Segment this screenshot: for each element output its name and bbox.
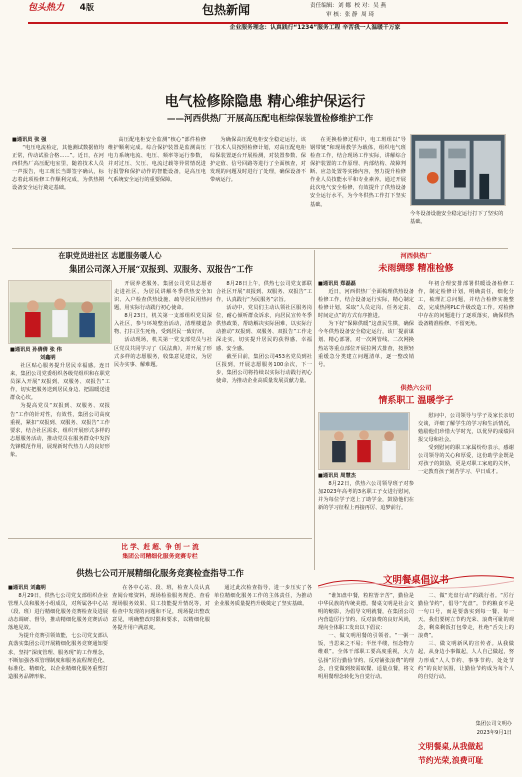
top-article-title: 电气检修除隐患 精心维护保运行 <box>164 94 366 110</box>
bottom-left-p1: 8月29日，供热七公司党支部组织企业管理人员和服务小组成员，对所属各中心站（段、班）进行精细化服务竞赛检查及进展动态调研、督导，推动精细化服务竞赛活动落地见效。 <box>8 593 108 632</box>
proof-name: 吴 燕 <box>373 3 387 9</box>
issue-name: 周 琦 <box>361 12 375 18</box>
left-article-title: 集团公司深入开展“双报到、双服务、双报告”工作 <box>69 264 253 274</box>
top-article-col1 <box>12 136 104 246</box>
page-unit: 版 <box>85 3 94 12</box>
bottom-left-byline: ■通讯员 刘鑫明 <box>8 585 46 591</box>
right-mid-kicker: 供热六公司 <box>400 385 432 392</box>
right-top-title: 未雨绸缪 精准检修 <box>378 264 454 274</box>
left-article-p6: 8月28日上午，供热七公司党支部联合社区开展“双报到、双服务、双报告”工作，认真践行“为民服务”宗旨。 <box>216 281 312 304</box>
bottom-left-col3 <box>214 584 312 772</box>
top-article-p4: 在更换检修过程中，电工班组以“导钢带链”和现场教学为载体，组织电气班检查工作，结合现场工作实际，讲解综合保护装置的工作原理、内部结构、故障判断、应急处置等实操内容，努力提升检修作业人员技能水平和专业素养。通过开展此次电气安全检修，有效提升了供热设备安全运行水平，为今冬供热工作打下坚实基础。 <box>310 137 406 208</box>
right-mid-p1: 8月22日，供热六公司领导班子对参加2023年高考的3名职工子女进行慰问，并为每位学子送上了助学金，鼓励他们在新的学习征程上再接再厉、追梦前行。 <box>318 481 414 512</box>
initiative-title: 文明餐桌倡议书 <box>383 575 449 586</box>
initiative-p4: 三、做文明新风的宣传者。从我做起，从身边小事做起，人人自己做起，努力形成“人人节约、事事节约、处处节约”的良好氛围，让勤俭节约成为每个人的自觉行动。 <box>418 641 514 680</box>
top-article-col3 <box>210 136 306 246</box>
switchgear-photo-icon <box>411 135 505 205</box>
top-article-photo <box>410 134 506 206</box>
left-article-col1 <box>10 346 110 536</box>
right-mid-col2 <box>418 412 514 568</box>
right-mid-photo <box>318 412 410 470</box>
section-title: 包热新闻 <box>201 3 250 17</box>
divider-top <box>12 248 508 249</box>
slogan-line-2: 节约光荣,浪费可耻 <box>418 756 484 765</box>
review-label: 审 核： <box>326 12 345 18</box>
right-mid-title: 情系职工 温暖学子 <box>378 396 454 406</box>
editor-name: 刘 娜 <box>337 3 351 9</box>
initiative-sign: 集团公司文明办 <box>475 721 512 727</box>
top-article-col4 <box>310 136 406 246</box>
left-article-p4: 8月23日，机关第一支部组织党员深入社区，参与环境整治活动，清理楼道杂物、打扫卫生死角，受到居民一致好评。 <box>114 313 212 336</box>
bottom-left-p4: 通过此次检查指导，进一步压实了各单位精细化服务工作的主体责任，为推动企业服务质量提档升级奠定了坚实基础。 <box>214 585 312 608</box>
left-article-col3 <box>216 280 312 536</box>
slogan-line-1: 文明餐桌,从我做起 <box>418 742 484 751</box>
bottom-left-p3: 在各中心站、段、班，检查人员认真查阅台账资料，现场检验服务规范、查看现场服务效果、员工技能提升情况等，对检查中发现的问题和不足，现场提出整改意见，明确整改时限和要求，以精细化服务提升用户满意度。 <box>112 585 210 632</box>
left-article-photo <box>8 280 112 344</box>
left-article-p3: 开展养老服务。集团公司党员志愿者走进社区，为居民讲解冬季供热安全知识、入户检查供热设施、疏导居民用热问题，用实际行动践行初心使命。 <box>114 281 212 312</box>
left-article-p2: 为提高党员“双报到、双服务、双报告”工作的针对性，有效性，集团公司高度重视，紧扣“双报到、双服务、双报告”工作要求，结合社区需求，组织开展形式多样的志愿服务活动，推动党员在服务群众中发挥先锋模范作用，展现新时代热力人的良好形象。 <box>10 403 110 458</box>
bottom-left-p2: 为提升竞赛引领效能，七公司党支部认真落实集团公司开展精细化服务竞赛通知要求，坚持“深度管理、服务现”的工作理念，不断加强各项管理制度和服务流程规范化、标准化、精细化，以企业精细化服务重塑打造服务品牌形象。 <box>8 633 108 680</box>
right-mid-col1 <box>318 472 414 568</box>
right-top-kicker: 河西供热厂 <box>400 253 432 260</box>
right-top-byline: ■通讯员 郑磊磊 <box>318 281 356 287</box>
review-name: 张 静 <box>344 12 358 18</box>
right-mid-p2: 慰问中，公司领导与学子及家长亲切交谈，详细了解学生的学习和生活情况，勉励他们珍惜大学时光，以优异的成绩回报父母和社会。 <box>418 413 514 444</box>
top-article-p3: 为确保高压配电柜安全稳定运行，该厂技术人员按照检修计划，对高压配电柜综保装置逐台开展检测，对装置参数、保护定值、信号回路等进行了全面核查，对发现的问题及时进行了处理，确保设备不带病运行。 <box>210 137 306 184</box>
bottom-left-col2 <box>112 584 210 772</box>
proof-label: 校 对： <box>354 3 374 9</box>
divider-vertical <box>314 250 315 570</box>
left-article-p7: 活动中，党员们主动认领社区服务岗位，耐心倾听群众诉求，向居民宣传冬季供热政策，帮助解决实际困难，以实际行动推动“双报到、双服务、双报告”工作走深走实，切实提升居民的获得感、幸福感、安全感。 <box>216 305 312 352</box>
initiative-slogan <box>418 740 514 772</box>
editorial-credits <box>310 2 510 24</box>
left-article-kicker: 在职党员进社区 志愿服务暖人心 <box>58 251 162 260</box>
brand-logo-text: 包头热力 <box>28 3 65 13</box>
right-top-col2 <box>418 280 514 380</box>
right-top-col1 <box>318 280 414 380</box>
right-mid-p3: 受到慰问的职工家属纷纷表示，感谢公司领导的关心和厚爱，这份助学金既是对孩子的鼓励，更是对职工家庭的关怀，一定教育孩子刻苦学习、早日成才。 <box>418 445 514 476</box>
initiative-p2: 一、做文明用餐的引领者。“一粥一饭，当思来之不易；半丝半缕，恒念物力维艰”。全体干部职工要高度重视，大力弘扬“厉行勤俭节约、反对铺张浪费”的理念，自觉做到按需取餐、适量点餐，将文明用餐理念转化为自觉行动。 <box>318 633 414 680</box>
divider-bottom <box>8 538 312 539</box>
initiative-col2 <box>418 592 514 720</box>
bottom-left-col1 <box>8 584 108 772</box>
left-article-byline: ■通讯员 孙倩倩 张 伟 <box>10 347 62 353</box>
right-top-p3: 年初合理安排部署供暖设备检修工作，制定检修计划，明确责任，细化分工，梳理汇总问题，并结合检修实施整改，完成热网PLC升级改造工作。对检修中存在的问题进行了逐项落实，确保供热设备精准检修、不留死角。 <box>418 281 514 328</box>
condolence-photo-icon <box>319 413 409 469</box>
initiative-p1: “谁知盘中餐，粒粒皆辛苦”，勤俭是中华民族的传统美德。餐桌文明是社会文明的缩影，为倡导文明就餐，在集团公司内营造厉行节约、反对浪费的良好风尚，现向全体职工发出以下倡议： <box>318 593 414 632</box>
left-article-p5: 活动现场，机关第一党支部党员与社区党员共同学习了《民法典》，并开展了形式多样的志愿服务，收集意见建议，为居民办实事、解难题。 <box>114 337 212 368</box>
service-motto: 企业服务理念：认真践行“1234”服务工程 辛苦我一人温暖千万家 <box>229 25 401 31</box>
right-mid-byline: ■通讯员 周慧杰 <box>318 473 356 479</box>
top-article-p1: “电压电流检定，其他测试数据值均正常，传动试验合格……”。近日，在河西供热厂高压配电室里，随着技术人员一声报告，电工班长当即签字确认，标志着此项检修工作顺利完成，为供热期设备安全运行奠定基础。 <box>12 145 104 192</box>
bottom-left-kicker: 比 学、赶 超、争 创 一 流 <box>121 543 199 551</box>
right-top-p1: 近日，河西供热厂全面梳理供热设备检修工作，结合设备运行实际，精心制定检修计划，采取“人员定岗、任务定责、时间定点”的方式有序推进。 <box>318 289 414 320</box>
page-number: 4 <box>79 3 86 13</box>
left-article-p1: 社区贴心服务提升居民幸福感。连日来，集团公司党委组织各级党组织和在职党员深入开展“双报到、双服务、双报告”工作，切实把服务送到居民身边、把温暖送进群众心坎。 <box>10 363 110 402</box>
left-article-byline2: 刘鑫明 <box>40 355 56 362</box>
initiative-p3: 二、做“光盘行动”的践行者。“厉行勤俭节约”，倡导“光盘”。节约粮食不是一句口号，而是要落实到每一餐、每一天。我们要树立节约光荣、浪费可耻的观念，剩菜剩饭打包带走，杜绝“舌尖上的浪费”。 <box>418 593 514 640</box>
top-article-col2 <box>108 136 206 246</box>
top-article-photo-caption: 今冬设备设施安全稳定运行打下了坚实的基础。 <box>410 211 504 226</box>
top-article-p2: 高压配电柜安全监测“核心”部件检修维护顺利完成。综合保护装置是监测高压电力系统电流、电压、频率等运行参数，并对过压、欠压、电流过载等异常情况进行报警和保护动作的智能设备，是高压电气系统安全运行的重要保障。 <box>108 137 206 184</box>
left-article-col2 <box>114 280 212 536</box>
bottom-left-title: 供热七公司开展精细化服务竞赛检查指导工作 <box>76 568 244 578</box>
right-top-p2: 为下好“保障供暖”这盘民生棋，确保今冬供热设备安全稳定运行，该厂提前谋划、精心部署，对一次网管线、二次网换热站等重点部位开展拉网式排查，按照轻重缓急分类建立问题清单，逐一整改销号。 <box>318 321 414 368</box>
initiative-col1 <box>318 592 414 772</box>
header-left <box>28 2 148 20</box>
bottom-left-kicker2: 集团公司精细化服务竞赛专栏 <box>122 554 198 560</box>
volunteers-photo-icon <box>9 281 111 343</box>
masthead <box>0 0 522 42</box>
editor-label: 责任编辑： <box>310 3 338 9</box>
top-article-subtitle: ——河西供热厂开展高压配电柜综保装置检修维护工作 <box>166 114 374 124</box>
left-article-p8: 截至目前，集团公司453名党员到社区报到，开展志愿服务100余次，下一步，集团公司将持续以实际行动践行初心使命，为推动企业高质量发展贡献力量。 <box>216 353 312 384</box>
initiative-date: 2023年9月1日 <box>476 730 512 736</box>
top-article-byline: ■通讯员 张 强 <box>12 137 47 143</box>
